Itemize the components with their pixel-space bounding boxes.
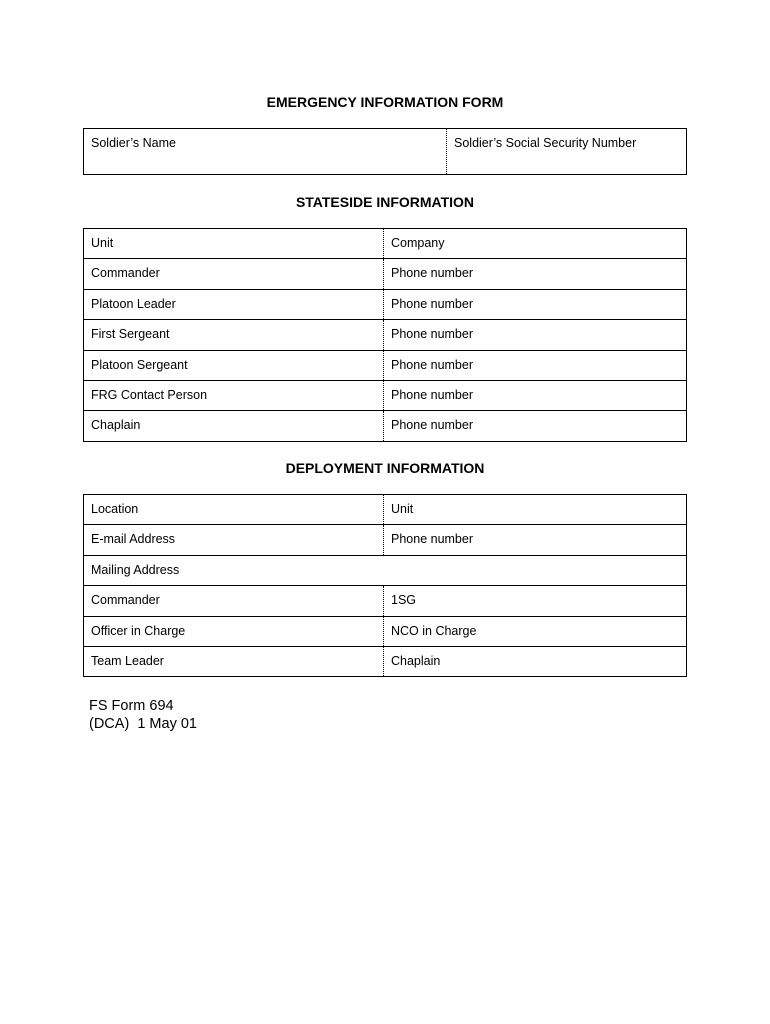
ssn-label: Soldier’s Social Security Number bbox=[454, 136, 637, 150]
nco-in-charge-field[interactable] bbox=[384, 616, 687, 646]
field-label: NCO in Charge bbox=[391, 623, 477, 638]
table-row bbox=[84, 555, 687, 585]
field-label: Platoon Leader bbox=[91, 296, 176, 311]
team-leader-field[interactable] bbox=[84, 646, 384, 676]
table-row bbox=[84, 646, 687, 676]
field-label: FRG Contact Person bbox=[91, 387, 208, 402]
table-row bbox=[84, 525, 687, 555]
platoon-leader-phone-field[interactable] bbox=[384, 289, 687, 319]
table-row bbox=[84, 495, 687, 525]
field-label: Mailing Address bbox=[91, 562, 180, 577]
field-label: Officer in Charge bbox=[91, 623, 186, 638]
officer-in-charge-field[interactable] bbox=[84, 616, 384, 646]
table-row bbox=[84, 380, 687, 410]
deployment-table bbox=[83, 494, 687, 677]
table-row bbox=[84, 229, 687, 259]
first-sergeant-field[interactable] bbox=[84, 320, 384, 350]
table-row bbox=[84, 350, 687, 380]
field-label: Platoon Sergeant bbox=[91, 357, 188, 372]
deployment-commander-field[interactable] bbox=[84, 586, 384, 616]
field-label: Team Leader bbox=[91, 653, 164, 668]
field-label: Commander bbox=[91, 593, 160, 608]
field-label: Company bbox=[391, 236, 445, 250]
field-label: E-mail Address bbox=[91, 532, 176, 547]
deployment-phone-field[interactable] bbox=[384, 525, 687, 555]
field-label: Commander bbox=[91, 266, 160, 281]
form-number: FS Form 694 bbox=[89, 698, 174, 714]
table-row bbox=[84, 616, 687, 646]
table-row bbox=[84, 411, 687, 441]
field-label: Phone number bbox=[391, 532, 474, 547]
field-label: Chaplain bbox=[91, 418, 141, 433]
first-sergeant-phone-field[interactable] bbox=[384, 320, 687, 350]
email-field[interactable] bbox=[84, 525, 384, 555]
deployment-chaplain-field[interactable] bbox=[384, 646, 687, 676]
chaplain-phone-field[interactable] bbox=[384, 411, 687, 441]
form-title: EMERGENCY INFORMATION FORM bbox=[266, 94, 504, 110]
form-number-footer bbox=[89, 697, 197, 733]
field-label: Location bbox=[91, 502, 139, 516]
mailing-address-field[interactable] bbox=[84, 555, 687, 585]
table-row bbox=[84, 320, 687, 350]
field-label: Phone number bbox=[391, 357, 474, 372]
chaplain-field[interactable] bbox=[84, 411, 384, 441]
field-label: Unit bbox=[391, 502, 414, 516]
soldier-info-table bbox=[83, 128, 687, 175]
deployment-heading: DEPLOYMENT INFORMATION bbox=[285, 460, 485, 476]
frg-contact-field[interactable] bbox=[84, 380, 384, 410]
table-row bbox=[84, 259, 687, 289]
company-field[interactable] bbox=[384, 229, 687, 259]
platoon-sergeant-field[interactable] bbox=[84, 350, 384, 380]
ssn-field[interactable] bbox=[447, 129, 687, 175]
field-label: Phone number bbox=[391, 387, 474, 402]
platoon-leader-field[interactable] bbox=[84, 289, 384, 319]
frg-contact-phone-field[interactable] bbox=[384, 380, 687, 410]
field-label: First Sergeant bbox=[91, 327, 170, 342]
platoon-sergeant-phone-field[interactable] bbox=[384, 350, 687, 380]
commander-field[interactable] bbox=[84, 259, 384, 289]
table-row bbox=[84, 586, 687, 616]
commander-phone-field[interactable] bbox=[384, 259, 687, 289]
soldier-name-label: Soldier’s Name bbox=[91, 136, 176, 150]
table-row bbox=[84, 289, 687, 319]
first-sergeant-1sg-field[interactable] bbox=[384, 586, 687, 616]
form-date: (DCA) 1 May 01 bbox=[89, 716, 197, 732]
table-row bbox=[84, 129, 687, 175]
field-label: Unit bbox=[91, 236, 114, 250]
field-label: Chaplain bbox=[391, 653, 441, 668]
stateside-heading: STATESIDE INFORMATION bbox=[295, 194, 475, 210]
deployment-unit-field[interactable] bbox=[384, 495, 687, 525]
field-label: Phone number bbox=[391, 327, 474, 342]
field-label: Phone number bbox=[391, 296, 474, 311]
stateside-table bbox=[83, 228, 687, 442]
field-label: Phone number bbox=[391, 266, 474, 281]
field-label: Phone number bbox=[391, 418, 474, 433]
unit-field[interactable] bbox=[84, 229, 384, 259]
soldier-name-field[interactable] bbox=[84, 129, 447, 175]
location-field[interactable] bbox=[84, 495, 384, 525]
field-label: 1SG bbox=[391, 593, 417, 608]
